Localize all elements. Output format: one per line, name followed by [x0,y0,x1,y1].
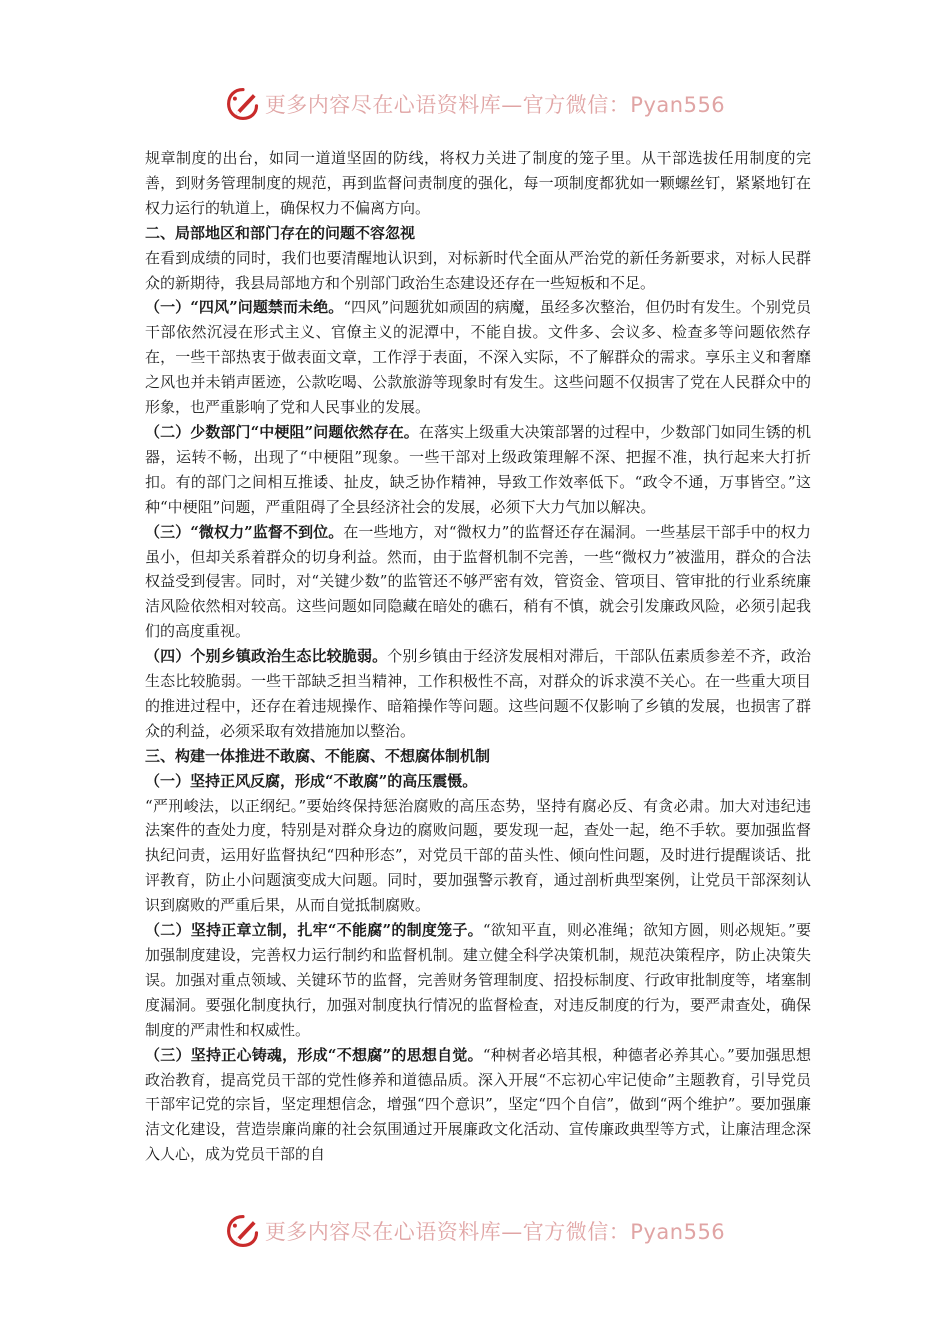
section-heading-3: 三、构建一体推进不敢腐、不能腐、不想腐体制机制 [145,746,491,765]
measure-2-body: “欲知平直，则必准绳；欲知方圆，则必规矩。”要加强制度建设，完善权力运行制约和监督机制。建立健全科学决策机制，规范决策程序，防止决策失误。加强对重点领域、关键环节的监督，完善财务管理制度、招投标制度、行政审批制度等，堵塞制度漏洞。要强化制度执行，加强对制度执行情况的监督检查，对违反制度的行为，要严肃查处，确保制度的严肃性和权威性。 [145,921,811,1039]
measure-3-title: （三）坚持正心铸魂，形成“不想腐”的思想自觉。 [145,1045,483,1064]
paragraph-intro: 规章制度的出台，如同一道道坚固的防线，将权力关进了制度的笼子里。从干部选拔任用制度的完善，到财务管理制度的规范，再到监督问责制度的强化，每一项制度都犹如一颗螺丝钉，紧紧地钉在权力运行的轨道上，确保权力不偏离方向。 [145,149,811,217]
measure-2-title: （二）坚持正章立制，扎牢“不能腐”的制度笼子。 [145,921,483,940]
subsection-4 [145,644,811,744]
subsection-3-title: （三）“微权力”监督不到位。 [145,522,344,541]
pen-logo-icon [225,86,261,122]
measure-1-body: “严刑峻法，以正纲纪。”要始终保持惩治腐败的高压态势，坚持有腐必反、有贪必肃。加大对违纪违法案件的查处力度，特别是对群众身边的腐败问题，要发现一起，查处一起，绝不手软。要加强监督执纪问责，运用好监督执纪“四种形态”，对党员干部的苗头性、倾向性问题，及时进行提醒谈话、批评教育，防止小问题演变成大问题。同时，要加强警示教育，通过剖析典型案例，让党员干部深刻认识到腐败的严重后果，从而自觉抵制腐败。 [145,796,811,915]
measure-2 [145,918,811,1043]
document-body [145,146,811,1167]
pen-logo-icon [225,1213,261,1249]
section-heading-2: 二、局部地区和部门存在的问题不容忽视 [145,223,416,242]
paragraph-section-2-intro: 在看到成绩的同时，我们也要清醒地认识到，对标新时代全面从严治党的新任务新要求，对标人民群众的新期待，我县局部地方和个别部门政治生态建设还存在一些短板和不足。 [145,248,811,292]
subsection-4-body: 个别乡镇由于经济发展相对滞后，干部队伍素质参差不齐，政治生态比较脆弱。一些干部缺乏担当精神，工作积极性不高，对群众的诉求漠不关心。在一些重大项目的推进过程中，还存在着违规操作、暗箱操作等问题。这些问题不仅影响了乡镇的发展，也损害了群众的利益，必须采取有效措施加以整治。 [145,647,811,740]
header-watermark-banner [0,82,950,126]
subsection-1 [145,295,811,420]
measure-1-title: （一）坚持正风反腐，形成“不敢腐”的高压震慑。 [145,771,478,790]
footer-watermark-banner [0,1209,950,1253]
subsection-3 [145,520,811,645]
subsection-1-title: （一）“四风”问题禁而未绝。 [145,298,344,317]
measure-3-body: “种树者必培其根，种德者必养其心。”要加强思想政治教育，提高党员干部的党性修养和道德品质。深入开展“不忘初心牢记使命”主题教育，引导党员干部牢记党的宗旨，坚定理想信念，增强“四个意识”，坚定“四个自信”，做到“两个维护”。要加强廉洁文化建设，营造崇廉尚廉的社会氛围通过开展廉政文化活动、宣传廉政典型等方式，让廉洁理念深入人心，成为党员干部的自 [145,1045,811,1164]
subsection-1-body: “四风”问题犹如顽固的病魔，虽经多次整治，但仍时有发生。个别党员干部依然沉浸在形式主义、官僚主义的泥潭中，不能自拔。文件多、会议多、检查多等问题依然存在，一些干部热衷于做表面文章，工作浮于表面，不深入实际，不了解群众的需求。享乐主义和奢靡之风也并未销声匿迹，公款吃喝、公款旅游等现象时有发生。这些问题不仅损害了党在人民群众中的形象，也严重影响了党和人民事业的发展。 [145,298,811,417]
subsection-2-body: 在落实上级重大决策部署的过程中，少数部门如同生锈的机器，运转不畅，出现了“中梗阻”现象。一些干部对上级政策理解不深、把握不准，执行起来大打折扣。有的部门之间相互推诿、扯皮，缺乏协作精神，导致工作效率低下。“政令不通，万事皆空。”这种“中梗阻”问题，严重阻碍了全县经济社会的发展，必须下大力气加以解决。 [145,422,811,516]
subsection-3-body: 在一些地方，对“微权力”的监督还存在漏洞。一些基层干部手中的权力虽小，但却关系着群众的切身利益。然而，由于监督机制不完善，一些“微权力”被滥用，群众的合法权益受到侵害。同时，对“关键少数”的监管还不够严密有效，管资金、管项目、管审批的行业系统廉洁风险依然相对较高。这些问题如同隐藏在暗处的礁石，稍有不慎，就会引发廉政风险，必须引起我们的高度重视。 [145,522,811,641]
measure-3 [145,1043,811,1168]
subsection-2-title: （二）少数部门“中梗阻”问题依然存在。 [145,422,419,441]
subsection-2 [145,420,811,520]
subsection-4-title: （四）个别乡镇政治生态比较脆弱。 [145,647,388,666]
banner-text: 更多内容尽在心语资料库—官方微信：Pyan556 [264,93,726,117]
banner-text: 更多内容尽在心语资料库—官方微信：Pyan556 [264,1220,726,1244]
